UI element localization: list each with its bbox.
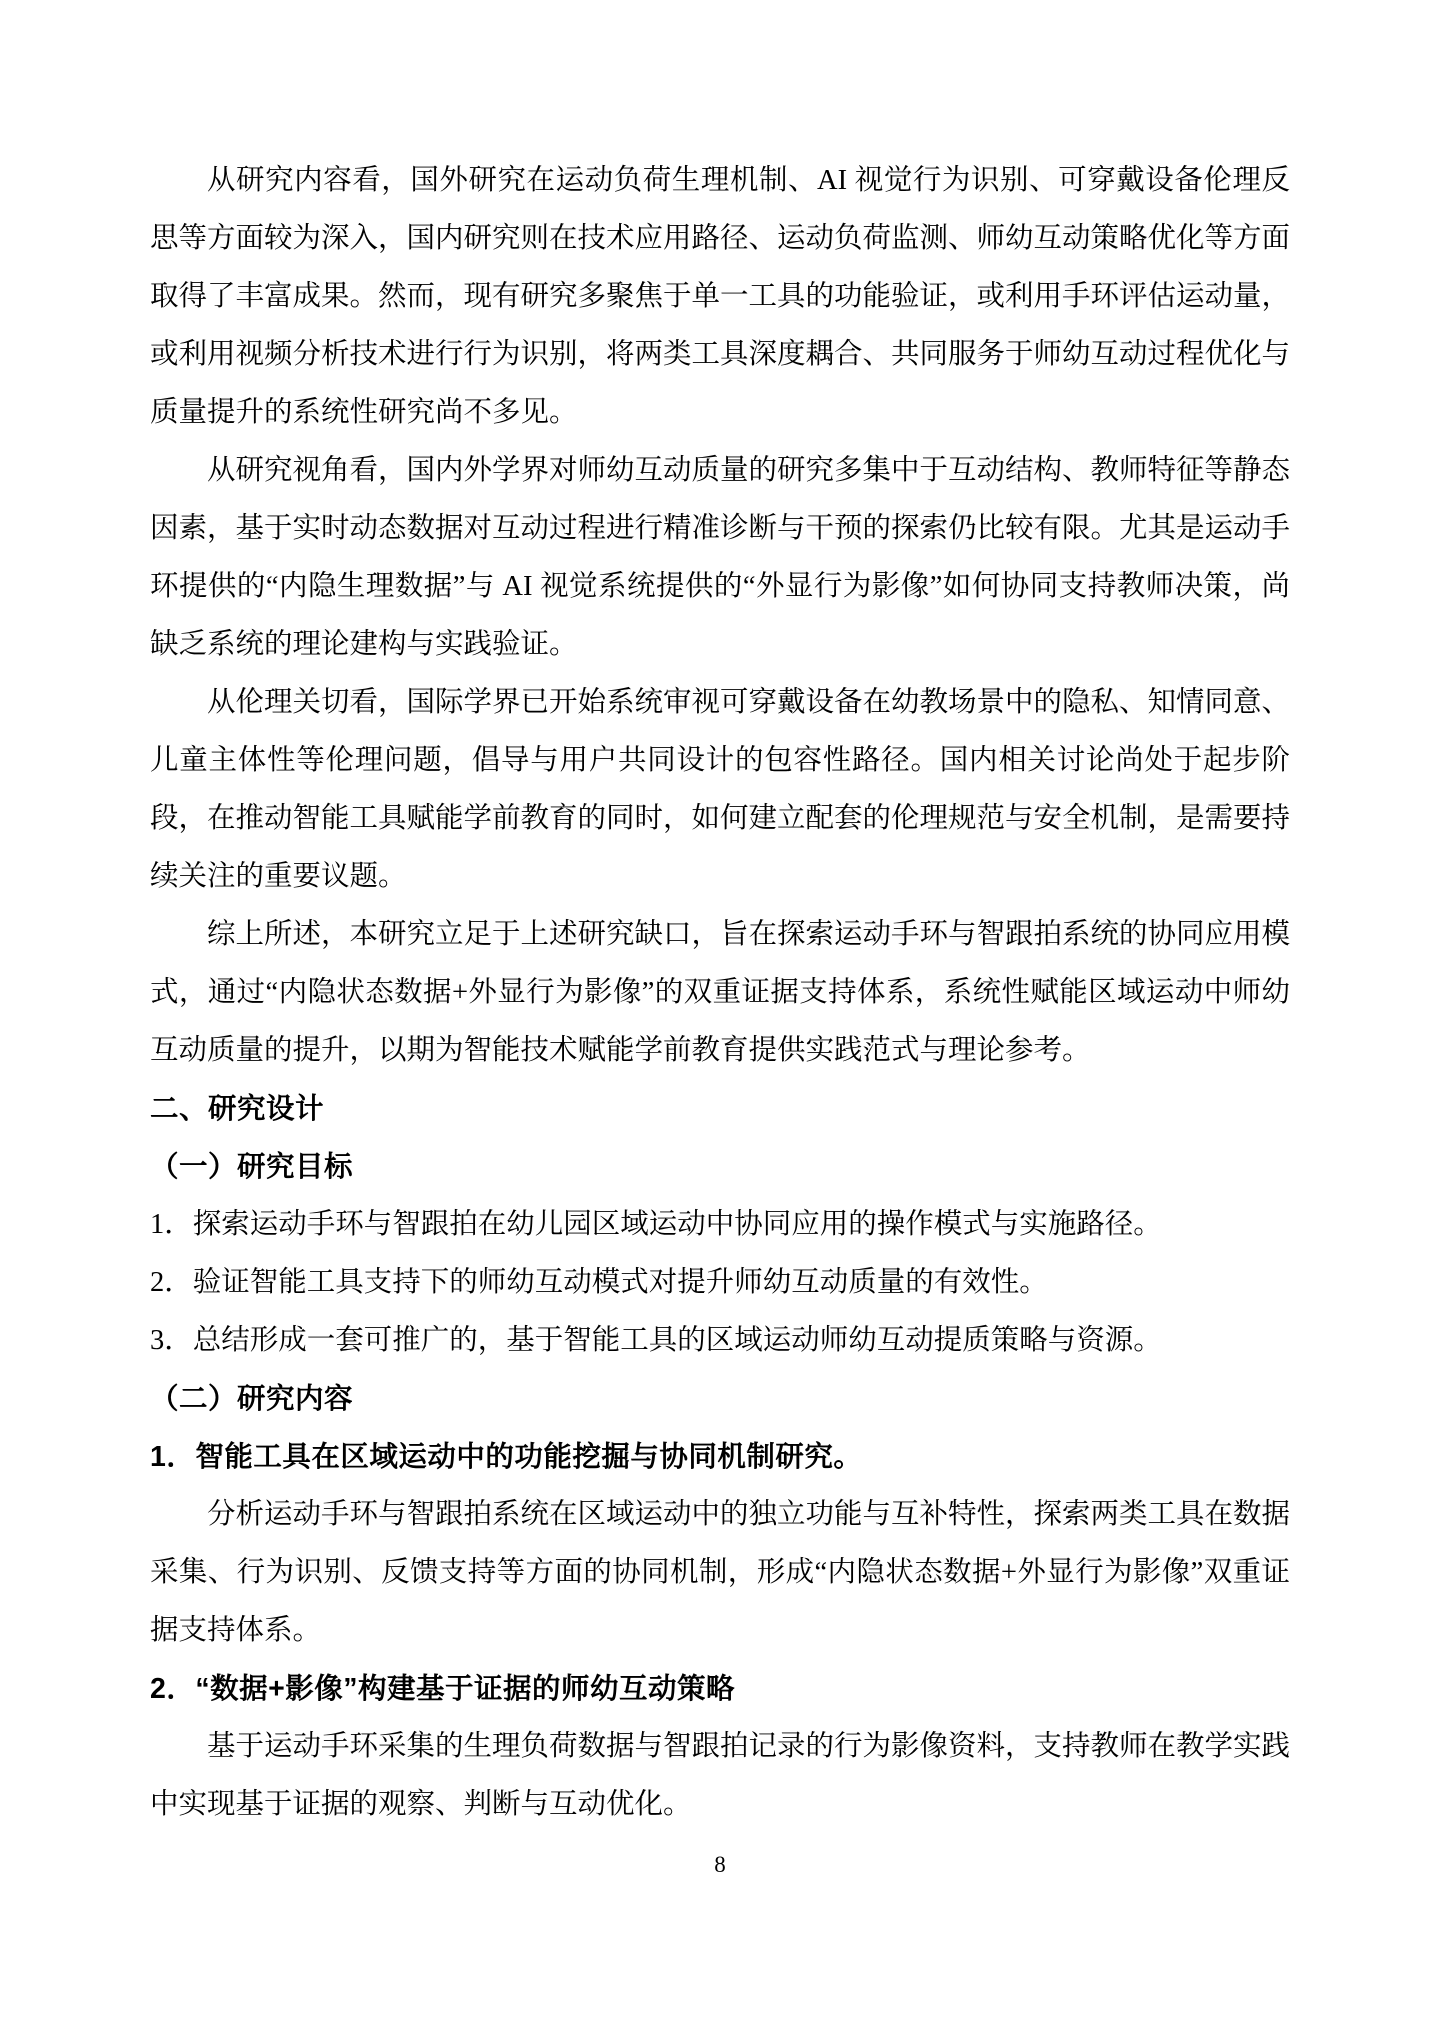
list-item-goal-2: 2．验证智能工具支持下的师幼互动模式对提升师幼互动质量的有效性。	[150, 1267, 1048, 1298]
list-item-goal-3: 3．总结形成一套可推广的，基于智能工具的区域运动师幼互动提质策略与资源。	[150, 1325, 1162, 1356]
section-heading-research-design: 二、研究设计	[150, 1093, 325, 1125]
paragraph-content-2-detail: 基于运动手环采集的生理负荷数据与智跟拍记录的行为影像资料，支持教师在教学实践中实现基于证据的观察、判断与互动优化。	[150, 1731, 1291, 1820]
subsection-heading-research-content: （二）研究内容	[150, 1383, 354, 1415]
paragraph-content-1-detail: 分析运动手环与智跟拍系统在区域运动中的独立功能与互补特性，探索两类工具在数据采集、行为识别、反馈支持等方面的协同机制，形成“内隐状态数据+外显行为影像”双重证据支持体系。	[150, 1499, 1291, 1646]
paragraph-research-perspective-review: 从研究视角看，国内外学界对师幼互动质量的研究多集中于互动结构、教师特征等静态因素，基于实时动态数据对互动过程进行精准诊断与干预的探索仍比较有限。尤其是运动手环提供的“内隐生理数据”与 AI 视觉系统提供的“外显行为影像”如何协同支持教师决策，尚缺乏系统的理论建构与实践验证。	[150, 455, 1291, 660]
subsection-heading-research-goals: （一）研究目标	[150, 1151, 354, 1183]
page-number: 8	[714, 1852, 726, 1877]
document-body	[150, 152, 1290, 1834]
list-item-goal-1: 1．探索运动手环与智跟拍在幼儿园区域运动中协同应用的操作模式与实施路径。	[150, 1209, 1162, 1240]
topic-heading-content-2: 2．“数据+影像”构建基于证据的师幼互动策略	[150, 1673, 735, 1705]
paragraph-ethics-review: 从伦理关切看，国际学界已开始系统审视可穿戴设备在幼教场景中的隐私、知情同意、儿童主体性等伦理问题，倡导与用户共同设计的包容性路径。国内相关讨论尚处于起步阶段，在推动智能工具赋能学前教育的同时，如何建立配套的伦理规范与安全机制，是需要持续关注的重要议题。	[150, 687, 1291, 892]
topic-heading-content-1: 1．智能工具在区域运动中的功能挖掘与协同机制研究。	[150, 1441, 863, 1473]
paragraph-research-content-review: 从研究内容看，国外研究在运动负荷生理机制、AI 视觉行为识别、可穿戴设备伦理反思等方面较为深入，国内研究则在技术应用路径、运动负荷监测、师幼互动策略优化等方面取得了丰富成果。然而，现有研究多聚焦于单一工具的功能验证，或利用手环评估运动量，或利用视频分析技术进行行为识别，将两类工具深度耦合、共同服务于师幼互动过程优化与质量提升的系统性研究尚不多见。	[150, 165, 1291, 428]
paragraph-summary: 综上所述，本研究立足于上述研究缺口，旨在探索运动手环与智跟拍系统的协同应用模式，通过“内隐状态数据+外显行为影像”的双重证据支持体系，系统性赋能区域运动中师幼互动质量的提升，以期为智能技术赋能学前教育提供实践范式与理论参考。	[150, 919, 1291, 1066]
